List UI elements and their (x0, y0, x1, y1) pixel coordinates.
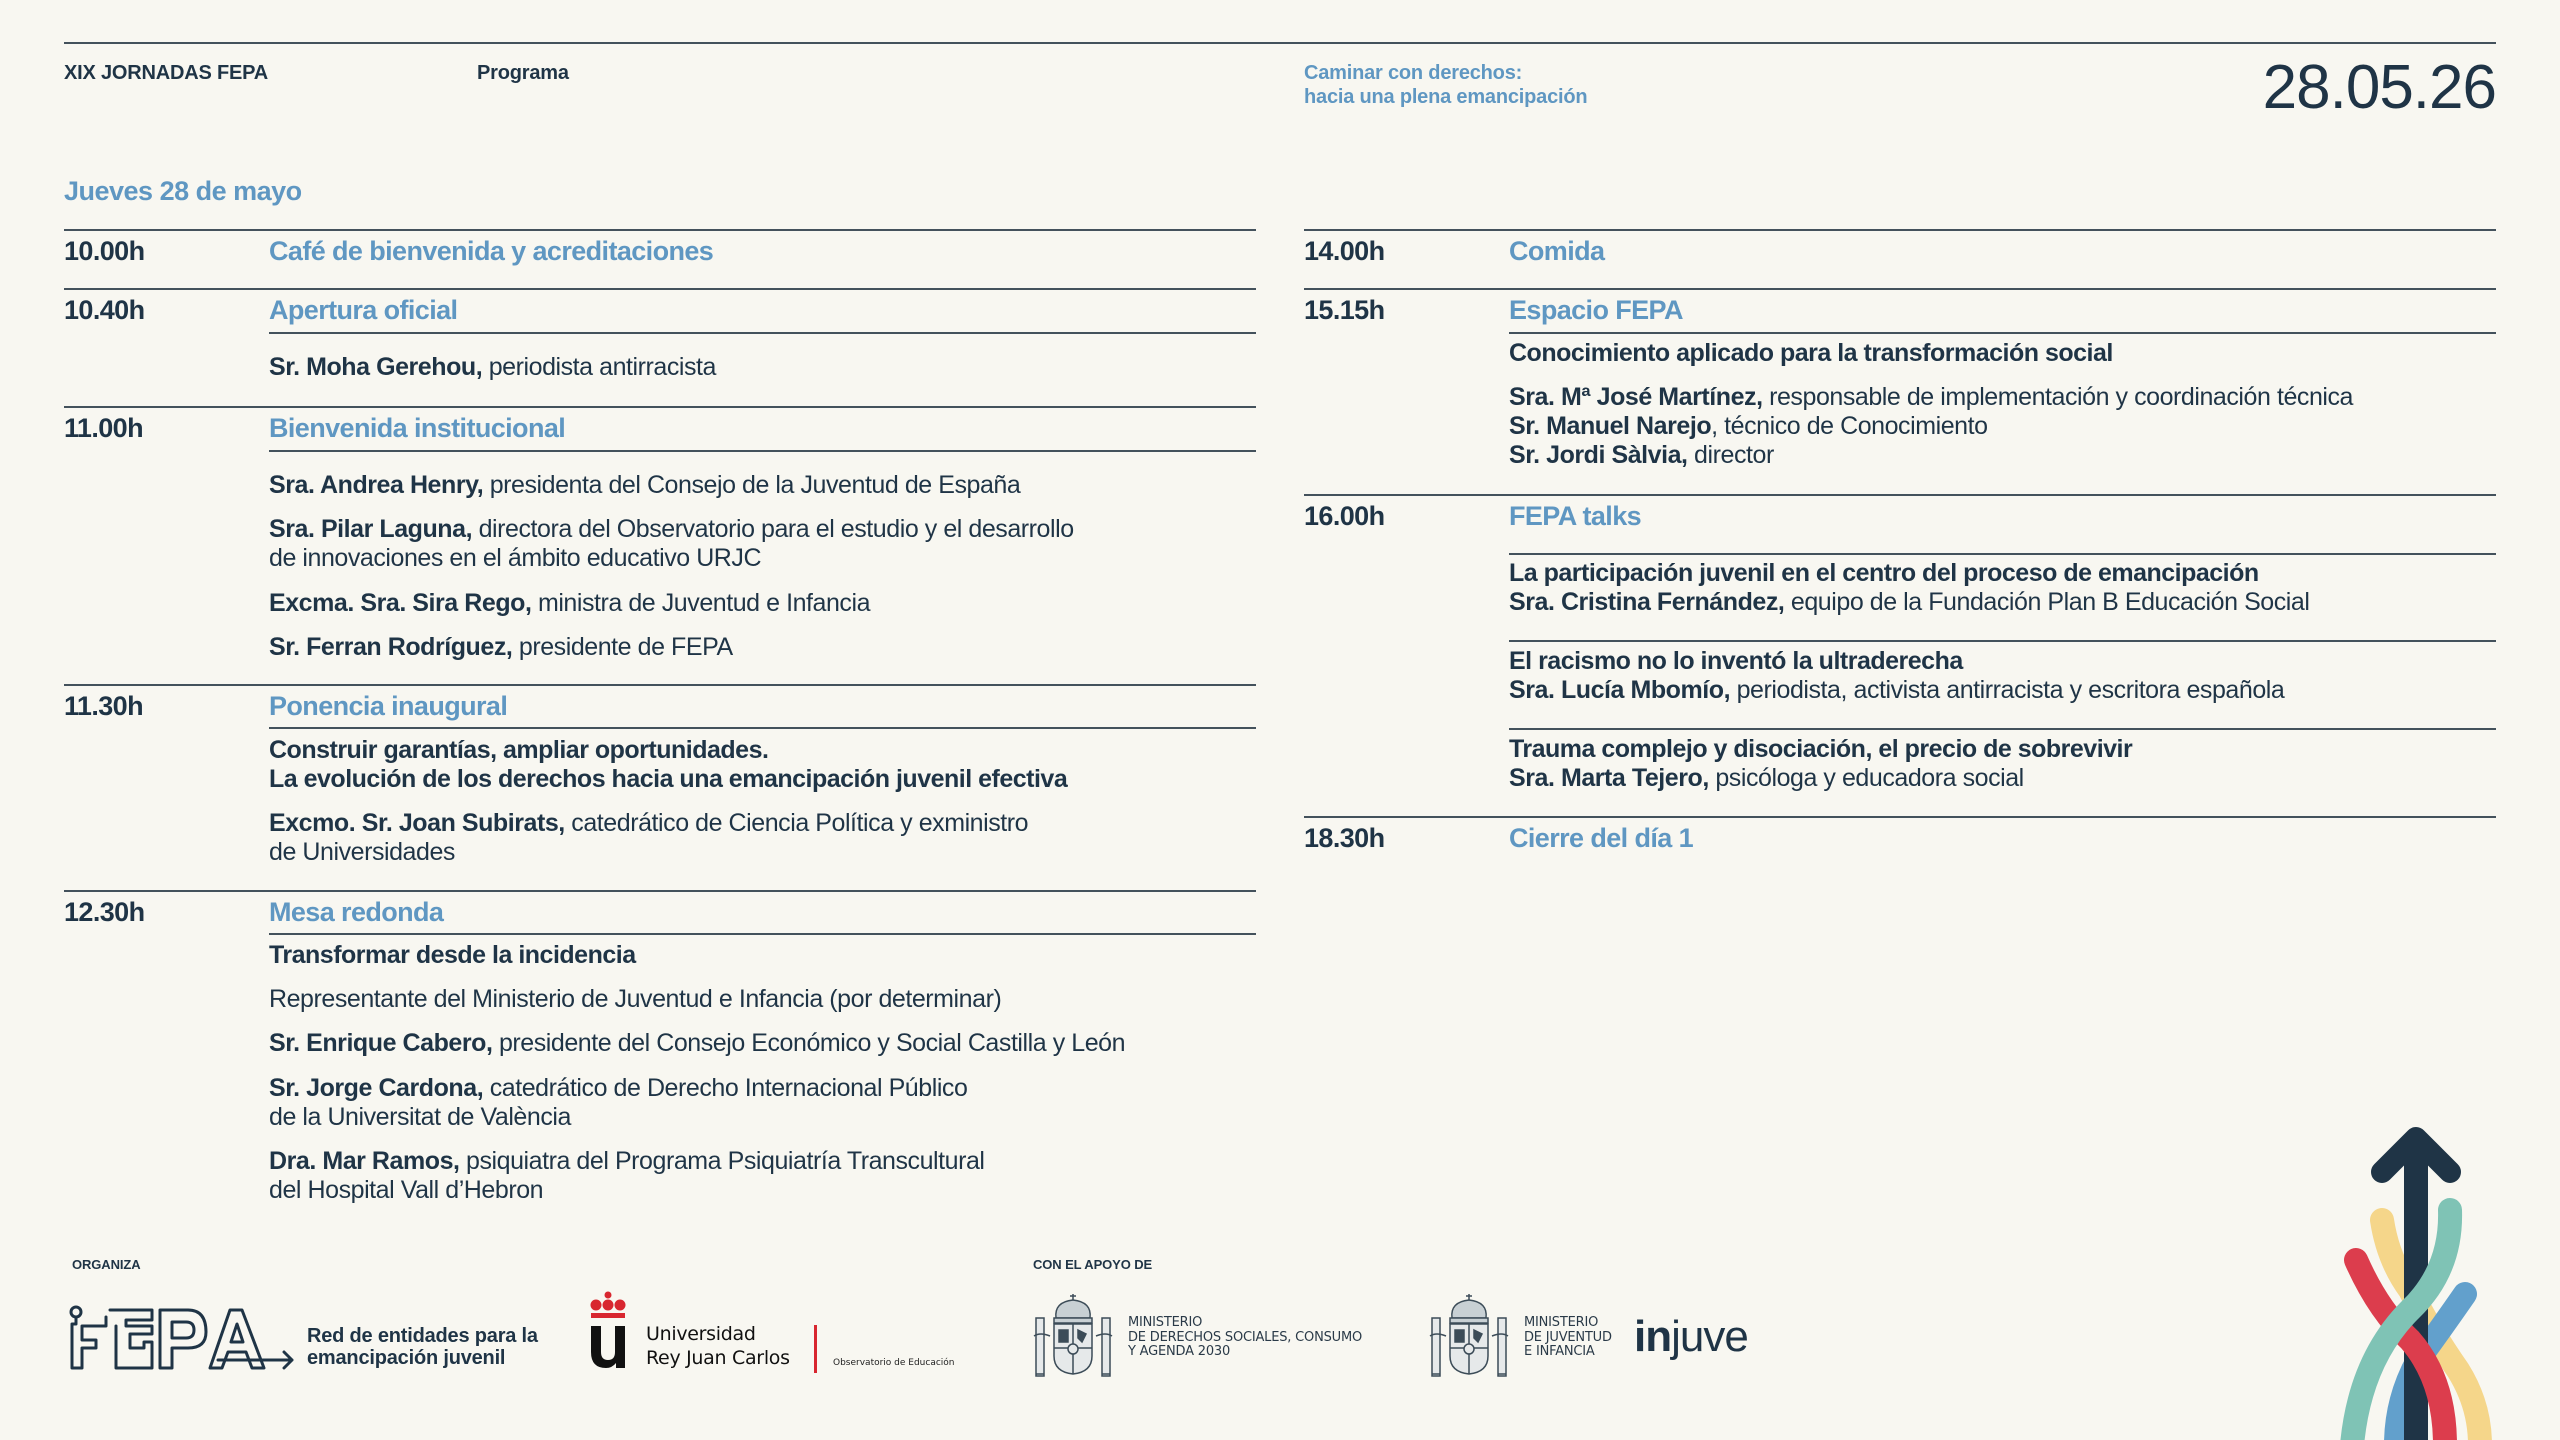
apoyo-label: CON EL APOYO DE (1033, 1257, 1153, 1272)
speaker-role: presidenta del Consejo de la Juventud de España (483, 471, 1021, 499)
session-title: FEPA talks (1509, 501, 1642, 531)
talk (1509, 559, 2309, 617)
speaker (1509, 676, 2284, 705)
urjc-name (646, 1322, 790, 1370)
speaker-name: Sr. Jorge Cardona, (269, 1074, 484, 1102)
ministry-2-name (1524, 1316, 1612, 1360)
session-time: 10.40h (64, 295, 145, 325)
talk-title: El racismo no lo inventó la ultraderecha (1509, 647, 1963, 675)
session-title: Mesa redonda (269, 897, 444, 927)
talk-rule (1509, 728, 2496, 730)
session-time: 16.00h (1304, 501, 1385, 531)
speaker (1509, 764, 2132, 793)
speaker-role: periodista antirracista (482, 353, 716, 381)
speaker (269, 809, 1028, 867)
speaker (269, 1029, 1125, 1058)
header-rule (64, 42, 2496, 44)
speaker-name: Sr. Jordi Sàlvia, (1509, 441, 1688, 469)
speaker-role: catedrático de Derecho Internacional Público (483, 1074, 968, 1102)
talk (1509, 735, 2132, 793)
speaker-role: psiquiatra del Programa Psiquiatría Transcultural (459, 1147, 985, 1175)
speaker-note: Representante del Ministerio de Juventud e Infancia (por determinar) (269, 985, 1002, 1013)
speaker-role-cont: de la Universitat de València (269, 1103, 571, 1131)
session-rule (64, 890, 1256, 892)
session-subrule (269, 933, 1256, 935)
speaker (1509, 588, 2309, 617)
section-name: Programa (477, 62, 569, 84)
session-title: Comida (1509, 236, 1605, 266)
session-time: 15.15h (1304, 295, 1385, 325)
speaker-role: periodista, activista antirracista y escritora española (1730, 676, 2285, 704)
fepa-description (307, 1325, 538, 1369)
speaker (269, 515, 1074, 573)
session-subtitle: Transformar desde la incidencia (269, 941, 636, 969)
speaker (1509, 383, 2353, 412)
session-subtitle (269, 736, 1067, 794)
speaker-name: Sr. Manuel Narejo (1509, 412, 1712, 440)
speaker-name: Sra. Cristina Fernández, (1509, 588, 1785, 616)
session-rule (64, 288, 1256, 290)
speaker-role: responsable de implementación y coordinación técnica (1762, 383, 2354, 411)
speaker-role: directora del Observatorio para el estudio y el desarrollo (472, 515, 1074, 543)
session-time: 11.30h (64, 691, 143, 721)
speaker-name: Sra. Mª José Martínez, (1509, 383, 1763, 411)
session-subtitle: Conocimiento aplicado para la transformación social (1509, 339, 2113, 367)
session-title: Cierre del día 1 (1509, 823, 1693, 853)
speaker-name: Sr. Ferran Rodríguez, (269, 633, 513, 661)
speaker-name: Sr. Enrique Cabero, (269, 1029, 493, 1057)
fepa-logo-icon (68, 1304, 298, 1374)
ministry-1-line-3: Y AGENDA 2030 (1128, 1344, 1231, 1359)
session-title: Apertura oficial (269, 295, 458, 325)
session-subrule (269, 332, 1256, 334)
injuve-rest: juve (1671, 1312, 1748, 1361)
injuve-bold: in (1634, 1312, 1672, 1361)
braided-arrow-emblem-icon (2300, 1100, 2560, 1440)
ministry-2-line-1: MINISTERIO (1524, 1315, 1599, 1330)
session-time: 12.30h (64, 897, 145, 927)
speaker-name: Sr. Moha Gerehou, (269, 353, 483, 381)
speaker (269, 1074, 967, 1132)
speaker-role: , técnico de Conocimiento (1711, 412, 1988, 440)
organiza-label: ORGANIZA (72, 1257, 141, 1272)
session-title: Espacio FEPA (1509, 295, 1683, 325)
ministry-2-line-3: E INFANCIA (1524, 1344, 1595, 1359)
ministry-1-line-1: MINISTERIO (1128, 1315, 1203, 1330)
coat-of-arms-icon (1428, 1292, 1510, 1380)
ministry-1-line-2: DE DERECHOS SOCIALES, CONSUMO (1128, 1329, 1363, 1345)
fepa-desc-line-2: emancipación juvenil (307, 1347, 506, 1369)
tagline-line-2: hacia una plena emancipación (1304, 86, 1588, 108)
speaker-name: Excma. Sra. Sira Rego, (269, 589, 532, 617)
speaker (269, 353, 716, 382)
session-rule (1304, 816, 2496, 818)
session-subrule (269, 450, 1256, 452)
injuve-logo (1634, 1312, 1748, 1362)
fepa-desc-line-1: Red de entidades para la (307, 1325, 538, 1347)
speaker-role: presidente de FEPA (512, 633, 733, 661)
speaker (269, 471, 1020, 500)
urjc-line-2: Rey Juan Carlos (646, 1347, 790, 1369)
session-title: Bienvenida institucional (269, 413, 566, 443)
talk-title: Trauma complejo y disociación, el precio de sobrevivir (1509, 735, 2133, 763)
speaker-name: Excmo. Sr. Joan Subirats, (269, 809, 565, 837)
subtitle-line-1: Construir garantías, ampliar oportunidades. (269, 736, 769, 764)
session-time: 11.00h (64, 413, 143, 443)
speaker-name: Sra. Andrea Henry, (269, 471, 484, 499)
coat-of-arms-icon (1032, 1292, 1114, 1380)
tagline-line-1: Caminar con derechos: (1304, 62, 1523, 84)
session-rule (64, 684, 1256, 686)
urjc-divider (814, 1325, 817, 1373)
speaker-name: Sra. Lucía Mbomío, (1509, 676, 1731, 704)
urjc-observatorio: Observatorio de Educación (833, 1358, 955, 1368)
speaker-name: Sra. Marta Tejero, (1509, 764, 1709, 792)
speaker-role: presidente del Consejo Económico y Social Castilla y León (492, 1029, 1126, 1057)
speaker (1509, 412, 2353, 441)
session-title: Café de bienvenida y acreditaciones (269, 236, 714, 266)
tagline (1304, 61, 1587, 109)
session-title: Ponencia inaugural (269, 691, 508, 721)
speaker-role: catedrático de Ciencia Política y exministro (564, 809, 1029, 837)
talk-rule (1509, 640, 2496, 642)
speaker-role-cont: del Hospital Vall d’Hebron (269, 1176, 544, 1204)
speaker (269, 633, 733, 662)
speaker (269, 589, 870, 618)
session-rule (1304, 288, 2496, 290)
session-time: 18.30h (1304, 823, 1385, 853)
speaker-role: ministra de Juventud e Infancia (531, 589, 871, 617)
session-time: 14.00h (1304, 236, 1385, 266)
session-rule (64, 229, 1256, 231)
day-label: Jueves 28 de mayo (64, 176, 302, 206)
session-subrule (1509, 332, 2496, 334)
talk-rule (1509, 553, 2496, 555)
speaker-role: director (1687, 441, 1774, 469)
talk (1509, 647, 2284, 705)
speaker-role: equipo de la Fundación Plan B Educación Social (1784, 588, 2310, 616)
speaker (269, 1147, 985, 1205)
speaker (1509, 441, 2353, 470)
ministry-1-name (1128, 1316, 1362, 1360)
urjc-line-1: Universidad (646, 1323, 756, 1345)
session-subrule (269, 727, 1256, 729)
speaker-role-cont: de innovaciones en el ámbito educativo URJC (269, 544, 762, 572)
session-rule (1304, 229, 2496, 231)
speaker-role: psicóloga y educadora social (1708, 764, 2024, 792)
event-date: 28.05.26 (2262, 53, 2496, 122)
talk-title: La participación juvenil en el centro del proceso de emancipación (1509, 559, 2259, 587)
speaker-name: Sra. Pilar Laguna, (269, 515, 473, 543)
event-name: XIX JORNADAS FEPA (64, 62, 269, 84)
speaker-name: Dra. Mar Ramos, (269, 1147, 460, 1175)
subtitle-line-2: La evolución de los derechos hacia una emancipación juvenil efectiva (269, 765, 1068, 793)
urjc-logo-icon (588, 1290, 630, 1370)
session-rule (1304, 494, 2496, 496)
session-time: 10.00h (64, 236, 145, 266)
speaker-role-cont: de Universidades (269, 838, 455, 866)
speaker-list (1509, 383, 2353, 470)
session-rule (64, 406, 1256, 408)
ministry-2-line-2: DE JUVENTUD (1524, 1329, 1612, 1345)
